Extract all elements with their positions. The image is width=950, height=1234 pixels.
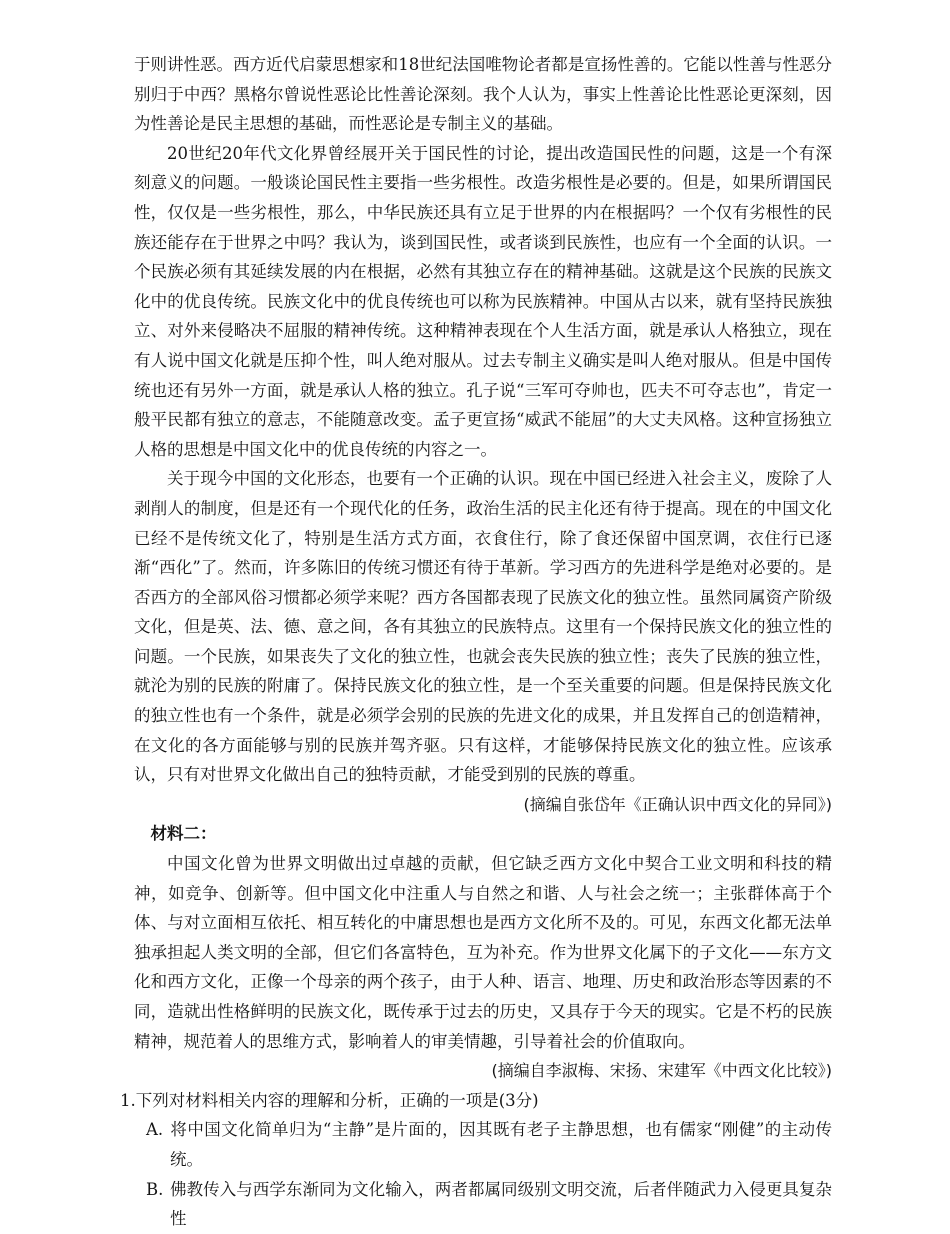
option-b-label: B. [146, 1179, 164, 1199]
source-citation-2: (摘编自李淑梅、宋扬、宋建军《中西文化比较》) [491, 1061, 832, 1081]
section-heading-material-two: 材料二： [150, 824, 217, 844]
paragraph-4: 中国文化曾为世界文明做出过卓越的贡献，但它缺乏西方文化中契合工业文明和科技的精神，如竞争、创新等。但中国文化中注重人与自然之和谐、人与社会之统一；主张群体高于个体、与对立面相互依托、相互转化的中庸思想也是西方文化所不及的。可见，东西文化都无法单独承担起人类文明的全部，但它们各富特色，互为补充。作为世界文化属下的子文化——东方文化和西方文化，正像一个母亲的两个孩子，由于人种、语言、地理、历史和政治形态等因素的不同，造就出性格鲜明的民族文化，既传承于过去的历史，又具存于今天的现实。它是不朽的民族精神，规范着人的思维方式，影响着人的审美情趣，引导着社会的价值取向。 [134, 854, 832, 1051]
material-two [134, 819, 832, 1085]
paragraph-1: 于则讲性恶。西方近代启蒙思想家和18世纪法国唯物论者都是宣扬性善的。它能以性善与性恶分别归于中西？黑格尔曾说性恶论比性善论深刻。我个人认为，事实上性善论比性恶论更深刻，因为性善论是民主思想的基础，而性恶论是专制主义的基础。 [134, 55, 832, 134]
option-b-text: 佛教传入与西学东渐同为文化输入，两者都属同级别文明交流，后者伴随武力入侵更具复杂性 [170, 1179, 832, 1229]
paragraph-3: 关于现今中国的文化形态，也要有一个正确的认识。现在中国已经进入社会主义，废除了人剥削人的制度，但是还有一个现代化的任务，政治生活的民主化还有待于提高。现在的中国文化已经不是传统文化了，特别是生活方式方面，衣食住行，除了食还保留中国烹调，衣住行已逐渐“西化”了。然而，许多陈旧的传统习惯还有待于革新。学习西方的先进科学是绝对必要的。是否西方的全部风俗习惯都必须学来呢？西方各国都表现了民族文化的独立性。虽然同属资产阶级文化，但是英、法、德、意之间，各有其独立的民族特点。这里有一个保持民族文化的独立性的问题。一个民族，如果丧失了文化的独立性，也就会丧失民族的独立性；丧失了民族的独立性，就沦为别的民族的附庸了。保持民族文化的独立性，是一个至关重要的问题。但是保持民族文化的独立性也有一个条件，就是必须学会别的民族的先进文化的成果，并且发挥自己的创造精神，在文化的各方面能够与别的民族并驾齐驱。只有这样，才能够保持民族文化的独立性。应该承认，只有对世界文化做出自己的独特贡献，才能受到别的民族的尊重。 [134, 469, 832, 785]
paragraph-2: 20世纪20年代文化界曾经展开关于国民性的讨论，提出改造国民性的问题，这是一个有深刻意义的问题。一般谈论国民性主要指一些劣根性。改造劣根性是必要的。但是，如果所谓国民性，仅仅是一些劣根性，那么，中华民族还具有立足于世界的内在根据吗？一个仅有劣根性的民族还能存在于世界之中吗？我认为，谈到国民性，或者谈到民族性，也应有一个全面的认识。一个民族必须有其延续发展的内在根据，必然有其独立存在的精神基础。这就是这个民族的民族文化中的优良传统。民族文化中的优良传统也可以称为民族精神。中国从古以来，就有坚持民族独立、对外来侵略决不屈服的精神传统。这种精神表现在个人生活方面，就是承认人格独立，现在有人说中国文化就是压抑个性，叫人绝对服从。过去专制主义确实是叫人绝对服从。但是中国传统也还有另外一方面，就是承认人格的独立。孔子说“三军可夺帅也，匹夫不可夺志也”，肯定一般平民都有独立的意志，不能随意改变。孟子更宣扬“威武不能屈”的大丈夫风格。这种宣扬独立人格的思想是中国文化中的优良传统的内容之一。 [134, 143, 832, 459]
material-one [134, 50, 832, 819]
option-b [134, 1175, 832, 1234]
option-a-label: A. [146, 1120, 164, 1140]
option-a [134, 1115, 832, 1174]
option-a-text: 将中国文化简单归为“主静”是片面的，因其既有老子主静思想，也有儒家“刚健”的主动传统。 [170, 1120, 832, 1169]
source-citation-1: (摘编自张岱年《正确认识中西文化的异同》) [523, 794, 832, 814]
question-block [120, 1086, 832, 1234]
question-stem: 1.下列对材料相关内容的理解和分析，正确的一项是(3分) [120, 1090, 539, 1110]
